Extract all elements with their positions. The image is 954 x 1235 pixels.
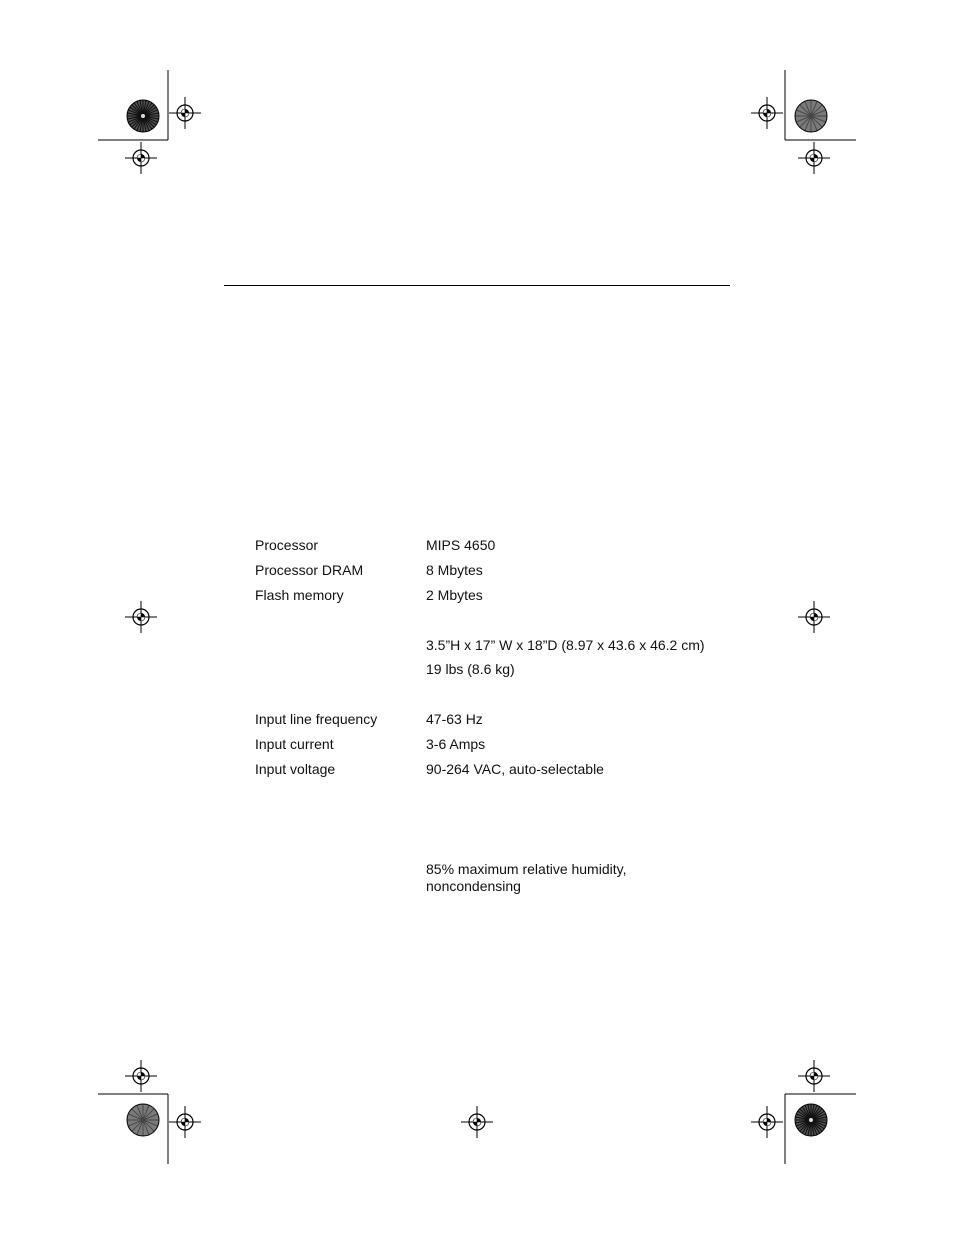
registration-crosshair-icon (169, 1106, 201, 1138)
color-wheel-target-icon (127, 100, 159, 132)
spec-value: 3.5”H x 17” W x 18”D (8.97 x 43.6 x 46.2 cm) (426, 637, 705, 653)
spec-value-line: noncondensing (426, 878, 521, 894)
color-wheel-target-icon (127, 1104, 159, 1136)
spec-label: Processor DRAM (255, 562, 364, 578)
spec-value: 3-6 Amps (426, 736, 486, 752)
spec-value: 90-264 VAC, auto-selectable (426, 761, 604, 777)
spec-value: MIPS 4650 (426, 537, 496, 553)
spec-value-line: 85% maximum relative humidity, (426, 861, 627, 877)
registration-crosshair-icon (798, 142, 830, 174)
spec-value: 8 Mbytes (426, 562, 483, 578)
section-rule (224, 285, 730, 286)
registration-crosshair-icon (798, 1060, 830, 1092)
spec-label: Input current (255, 736, 334, 752)
registration-crosshair-icon (169, 97, 201, 129)
registration-crosshair-icon (798, 601, 830, 633)
spec-value: 2 Mbytes (426, 587, 483, 603)
registration-crosshair-icon (751, 1106, 783, 1138)
registration-crosshair-icon (751, 97, 783, 129)
spec-value (426, 861, 726, 895)
spec-label: Processor (255, 537, 319, 553)
spec-value: 19 lbs (8.6 kg) (426, 661, 515, 677)
spec-value: 47-63 Hz (426, 711, 483, 727)
registration-crosshair-icon (125, 601, 157, 633)
registration-crosshair-icon (125, 1060, 157, 1092)
color-wheel-target-icon (795, 1104, 827, 1136)
color-wheel-target-icon (795, 100, 827, 132)
registration-crosshair-icon (125, 142, 157, 174)
spec-label: Input voltage (255, 761, 336, 777)
registration-crosshair-icon (461, 1106, 493, 1138)
spec-label: Flash memory (255, 587, 344, 603)
spec-label: Input line frequency (255, 711, 378, 727)
